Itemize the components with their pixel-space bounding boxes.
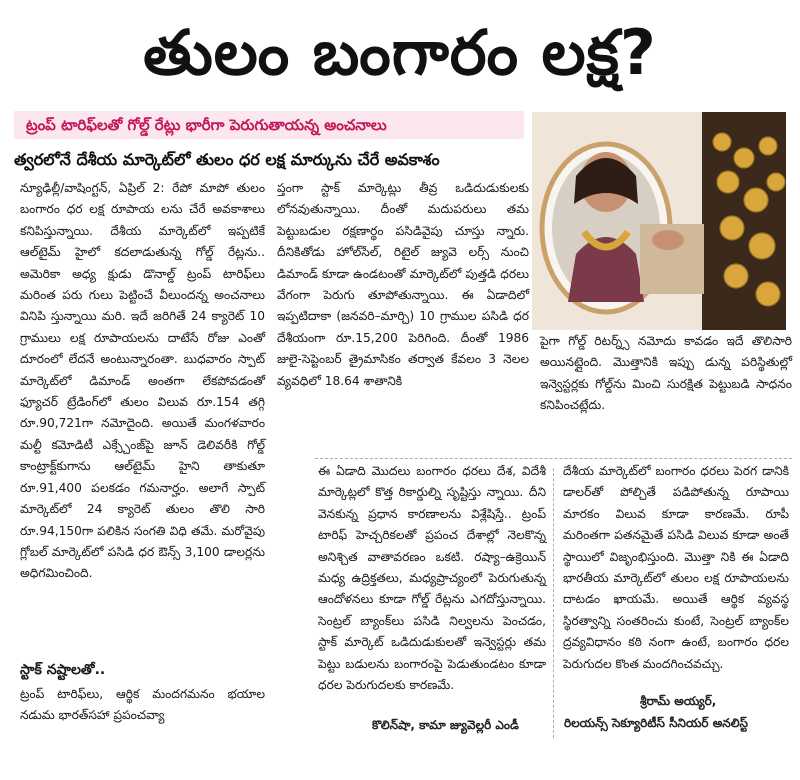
subheadline: ట్రంప్ టారిఫ్‌లతో గోల్డ్ రేట్లు భారీగా పెరుగుతాయన్న అంచనాలు bbox=[14, 111, 524, 139]
section-heading-stock-losses: స్టాక్ నష్టాలతో.. bbox=[20, 662, 106, 678]
article-column-3: పైగా గోల్డ్ రిటర్న్స్ నమోదు కావడం ఇదే తొలిసారి అయినట్లైంది. మొత్తానికి ఇప్పు డున్న పరిస్థితుల్లో ఇన్వెస్టర్లకు గోల్డ్‌ను మించి సురక్షిత పెట్టుబడి సాధనం కనిపించట్లేదు. bbox=[540, 334, 792, 413]
column-divider bbox=[553, 468, 554, 738]
expert-byline-left: కొలిన్‌షా, కామా జ్యువెల్లరీ ఎండీ bbox=[372, 718, 519, 732]
article-column-1-continued: ట్రంప్ టారిఫ్‌లు, ఆర్థిక మందగమనం భయాల నడుమ భారత్‌సహా ప్రపంచవ్యా bbox=[20, 687, 265, 723]
expert-quote-right: దేశీయ మార్కెట్‌లో బంగారం ధరలు పెరగ డానికి డాలర్‌తో పోల్చితే పడిపోతున్న రూపాయి మారకం విలువ కూడా కారణమే. రూపీ మరింతగా పతనమైతే పసిడి విలువ కూడా అంతే స్థాయిలో విజృంభిస్తుంది. మొత్తా నికి ఈ ఏడాది భారతీయ మార్కెట్‌లో తులం లక్ష రూపాయలను దాటడం ఖాయమే. అయితే ఆర్థిక వ్యవస్థ స్థిరత్వాన్ని సంతరించు కుంటే, సెంట్రల్ బ్యాంక్‌ల ద్రవ్యవిధానం కఠి నంగా ఉంటే, బంగారం ధరల పెరుగుదల కొంత మందగించవచ్చు. bbox=[563, 464, 789, 671]
expert-byline-right-name: శ్రీరామ్ అయ్యర్, bbox=[640, 694, 717, 708]
expert-byline-right-title: రిలయన్స్ సెక్యూరిటీస్ సీనియర్ అనలిస్ట్ bbox=[564, 716, 748, 730]
woman-with-jewellery-photo bbox=[532, 112, 786, 330]
article-column-2: ప్తంగా స్టాక్ మార్కెట్లు తీవ్ర ఒడిదుడుకులకు లోనవుతున్నాయి. దీంతో మదుపరులు తమ పెట్టుబడుల రక్షణార్థం పసిడివైపు చూస్తు న్నారు. దీనికితోడు హోల్‌సేల్, రిటైల్ జ్యువె లర్స్ నుంచి డిమాండ్ కూడా ఉండటంతో మార్కెట్‌లో పుత్తడి ధరలు వేగంగా పెరుగు తూపోతున్నాయి. ఈ ఏడాదిలో ఇప్పటిదాకా (జనవరి–మార్చి) 10 గ్రాముల పసిడి ధర దేశీయంగా రూ.15,200 పెరిగింది. దీంతో 1986 జులై-సెప్టెంబర్ త్రైమాసికం తర్వాత కేవలం 3 నెలల వ్యవధిలో 18.64 శాతానికి bbox=[277, 181, 529, 388]
article-column-1: న్యూఢిల్లీ/వాషింగ్టన్, ఏప్రిల్ 2: రేపో మాపో తులం బంగారం ధర లక్ష రూపాయ లను చేరే అవకాశాలు కనిపిస్తున్నాయి. దేశీయ మార్కెట్‌లో ఇప్పటికే ఆల్‌టైమ్ హైలో కదలాడుతున్న గోల్డ్ రేట్లను.. అమెరికా అధ్య క్షుడు డొనాల్డ్ ట్రంప్ టారిఫ్‌లు మరింత పరు గులు పెట్టించే వీలుందన్న అంచనాలు వినిపి స్తున్నాయి మరి. ఇదే జరిగితే 24 క్యారెట్ 10 గ్రాములు లక్ష రూపాయలను దాటేసే రోజు ఎంతో దూరంలో లేదనే అంటున్నారంతా. బుధవారం స్పాట్ మార్కెట్‌లో డిమాండ్ అంతగా లేకపోవడంతో ఫ్యూచర్ ట్రేడింగ్‌లో తులం విలువ రూ.154 తగ్గి రూ.90,721గా నమోదైంది. అయితే మంగళవారం మల్టీ కమోడిటీ ఎక్స్చేంజ్‌పై జూన్ డెలివరీకి గోల్డ్ కాంట్రాక్ట్‌కుగాను ఆల్‌టైమ్ హైని తాకుతూ రూ.91,400 పలకడం గమనార్హం. అలాగే స్పాట్ మార్కెట్‌లో 24 క్యారెట్ తులం తొలి సారి రూ.94,150గా పలికిన సంగతి విధి తమే. మరోవైపు గ్లోబల్ మార్కెట్‌లో పసిడి ధర ఔన్స్ 3,100 డాలర్లను అధిగమించింది. bbox=[20, 181, 265, 581]
expert-quote-left: ఈ ఏడాది మొదలు బంగారం ధరలు దేశ, విదేశీ మార్కెట్లలో కొత్త రికార్డుల్ని సృష్టిస్తు న్నాయి. దీని వెనకున్న ప్రధాన కారణాలను విశ్లేషిస్తే.. ట్రంప్ టారిఫ్ హెచ్చరికలతో ప్రపంచ దేశాల్లో నెలకొన్న అనిశ్చిత వాతావరణం ఒకటి. రష్యా–ఉక్రెయిన్ మధ్య ఉద్రిక్తతలు, మధ్యప్రాచ్యంలో పెరుగుతున్న ఆందోళనలు కూడా గోల్డ్ రేట్లను ఎగదోస్తున్నాయి. సెంట్రల్ బ్యాంక్‌లు పసిడి నిల్వలను పెంచడం, స్టాక్ మార్కెట్ ఒడిదుడుకులతో ఇన్వెస్టర్లు తమ పెట్టు బడులను బంగారంపై పెడుతుండటం కూడా ధరల పెరుగుదలకు కారణమే. bbox=[318, 464, 546, 693]
kicker: త్వరలోనే దేశీయ మార్కెట్‌లో తులం ధర లక్ష మార్కును చేరే అవకాశం bbox=[14, 150, 440, 169]
headline: తులం బంగారం లక్ష? bbox=[143, 16, 657, 89]
